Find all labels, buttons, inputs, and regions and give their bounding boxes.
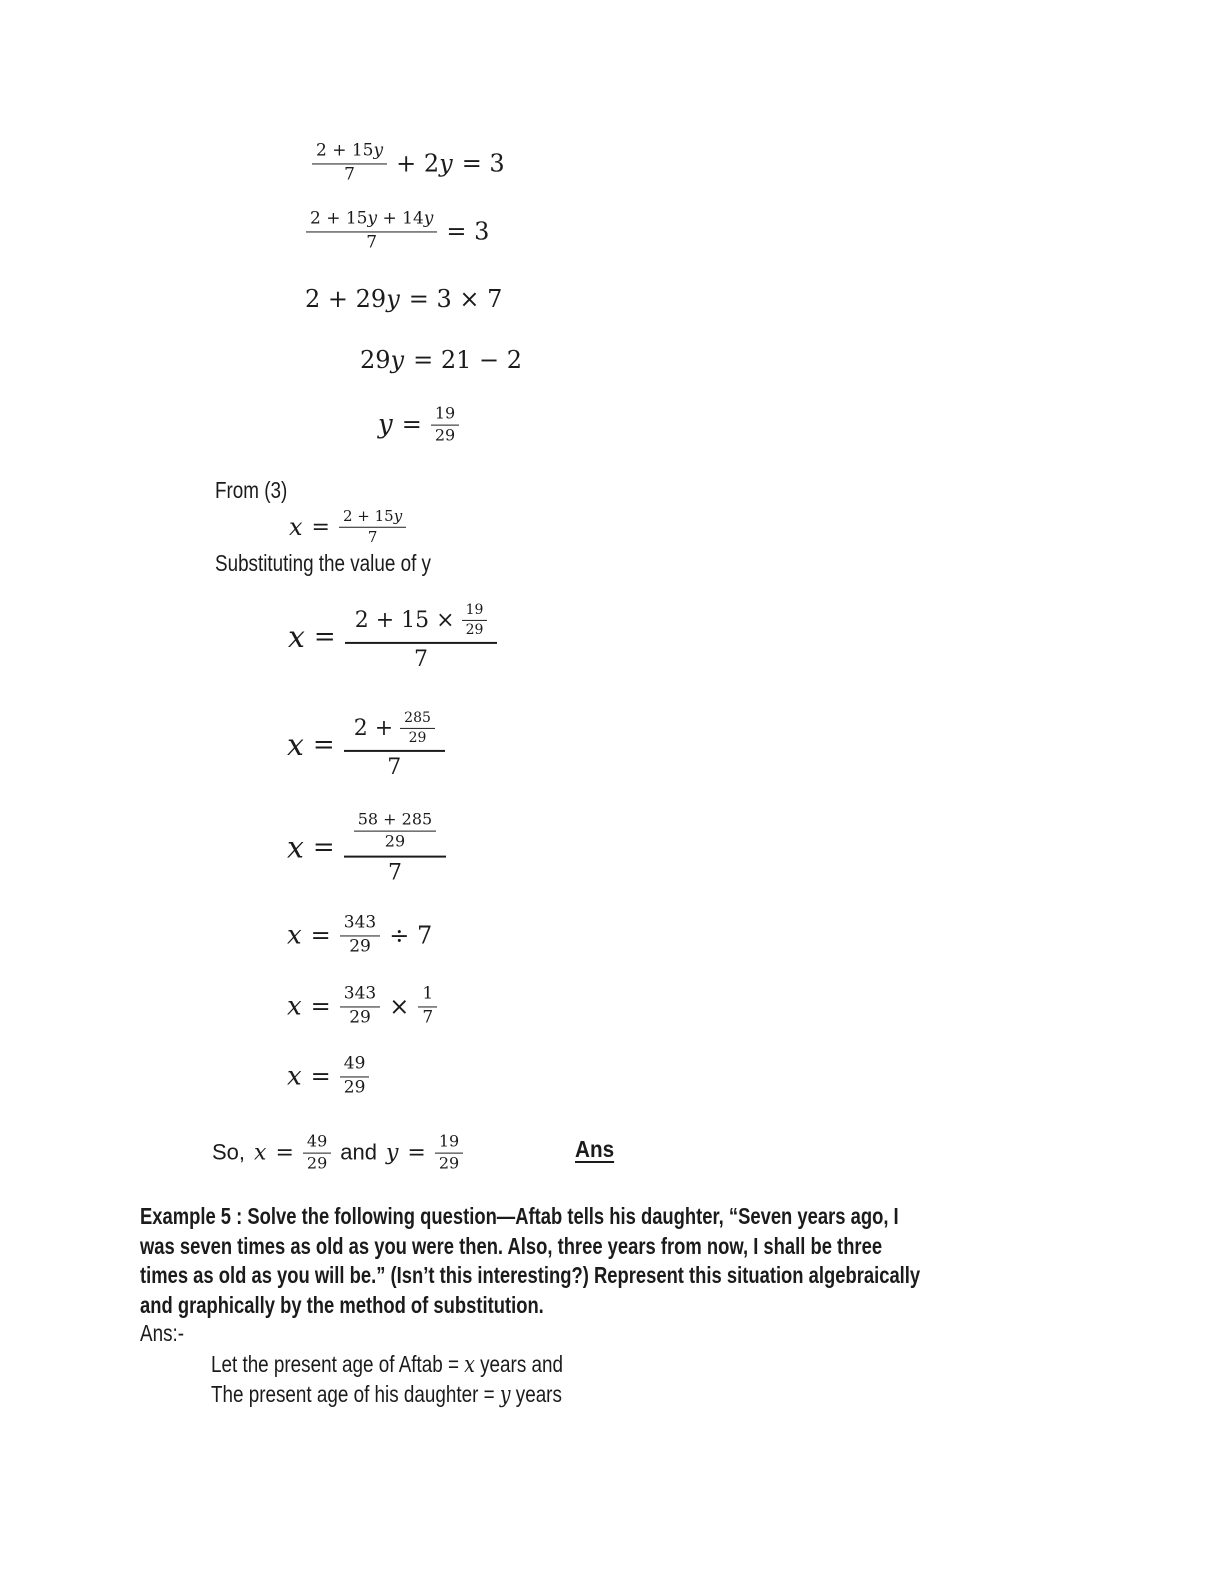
ans-label: Ans — [575, 1136, 615, 1162]
fraction — [431, 405, 459, 446]
fraction-numerator — [312, 141, 387, 164]
fraction-numerator: 19 — [431, 405, 459, 426]
fraction-numerator — [339, 508, 406, 528]
math-text — [396, 149, 453, 177]
equals-sign: = — [310, 1062, 331, 1090]
variable: y — [373, 140, 384, 161]
fraction-denominator: 29 — [434, 426, 456, 445]
variable: y — [367, 208, 378, 229]
equals-sign: = — [313, 622, 336, 652]
variable: y — [378, 410, 393, 440]
fraction-denominator: 29 — [408, 730, 427, 746]
variable: x — [287, 920, 302, 950]
equation-x-step-4 — [287, 913, 432, 956]
fraction-denominator: 7 — [344, 164, 355, 184]
fraction — [400, 710, 435, 746]
fraction-denominator: 29 — [306, 1154, 328, 1173]
equation-step-2 — [306, 209, 489, 252]
fraction-numerator: 49 — [340, 1054, 370, 1077]
fraction — [340, 913, 380, 956]
fraction-numerator: 58 + 285 — [354, 811, 436, 832]
fraction — [462, 602, 488, 638]
equation-from-3 — [289, 508, 406, 547]
conclusion-line — [212, 1133, 463, 1174]
math-text: 2 + 15 — [310, 208, 368, 229]
paragraph-line: Example 5 : Solve the following question—Aftab tells his daughter, “Seven years ago, I — [140, 1203, 899, 1229]
equation-step-5 — [378, 405, 459, 446]
fraction — [339, 508, 406, 547]
equation-x-step-2 — [287, 710, 445, 780]
variable: x — [254, 1140, 267, 1166]
math-text: 2 + 29 — [305, 285, 387, 313]
fraction-numerator — [344, 811, 446, 858]
fraction — [340, 1054, 370, 1097]
math-text: 2 + 15 × — [354, 607, 455, 633]
math-text: + 2 — [396, 149, 440, 177]
fraction-numerator: 19 — [435, 1133, 463, 1154]
aftab-age-line — [211, 1351, 563, 1378]
example5-paragraph — [140, 1202, 920, 1320]
fraction — [344, 811, 446, 886]
variable: x — [287, 1061, 302, 1091]
paragraph-line: was seven times as old as you were then. Also, three years from now, I shall be three — [140, 1232, 883, 1259]
fraction-denominator: 29 — [465, 622, 484, 638]
math-text: = 3 — [461, 149, 505, 177]
equation-step-4 — [360, 346, 522, 374]
fraction-numerator: 343 — [340, 913, 380, 936]
variable: x — [287, 991, 302, 1021]
variable: x — [287, 830, 304, 866]
math-text: = 21 − 2 — [413, 346, 523, 374]
daughter-age-line — [211, 1381, 562, 1408]
fraction-numerator: 285 — [400, 710, 435, 729]
fraction — [303, 1133, 331, 1174]
fraction-denominator: 7 — [387, 860, 402, 886]
equals-sign: = — [310, 921, 331, 949]
paragraph-line: times as old as you will be.” (Isn’t this interesting?) Represent this situation algebraically — [140, 1262, 921, 1288]
equals-sign: = — [310, 992, 331, 1020]
equation-x-step-3 — [287, 811, 446, 886]
fraction-numerator: 19 — [462, 602, 488, 621]
fraction-numerator — [345, 602, 498, 644]
fraction-denominator: 29 — [384, 832, 406, 851]
fraction-denominator: 29 — [343, 1077, 366, 1097]
variable: y — [386, 285, 400, 313]
math-text: 2 + 15 — [342, 506, 394, 525]
equals-sign: = — [275, 1140, 294, 1166]
fraction — [340, 984, 380, 1027]
fraction — [418, 984, 437, 1027]
conclusion-text: and — [340, 1140, 377, 1165]
math-text: + 14 — [377, 208, 424, 229]
equation-x-step-5 — [287, 984, 437, 1027]
fraction-denominator: 29 — [438, 1154, 460, 1173]
equals-sign: = — [312, 833, 335, 863]
line-text: years — [510, 1381, 562, 1407]
fraction-denominator: 7 — [367, 528, 378, 546]
math-text: ÷ 7 — [389, 921, 433, 949]
math-text — [360, 346, 404, 374]
fraction-numerator — [306, 209, 437, 232]
line-text: Let the present age of Aftab = — [211, 1351, 465, 1377]
variable: x — [289, 513, 303, 541]
fraction — [435, 1133, 463, 1174]
fraction-numerator — [344, 710, 445, 752]
math-text: 29 — [360, 346, 391, 374]
equation-x-step-6 — [287, 1054, 369, 1097]
equals-sign: = — [401, 411, 422, 439]
variable: y — [390, 346, 405, 374]
variable: x — [464, 1352, 475, 1378]
paragraph-line: and graphically by the method of substitution. — [140, 1291, 544, 1318]
math-text: = 3 × 7 — [408, 285, 503, 313]
fraction-denominator: 7 — [414, 647, 429, 673]
substituting-label: Substituting the value of y — [215, 550, 431, 576]
fraction-denominator: 29 — [349, 936, 371, 956]
variable: x — [287, 727, 304, 763]
multiplication-sign: × — [389, 992, 410, 1020]
variable: y — [423, 208, 434, 229]
fraction-numerator: 343 — [340, 984, 380, 1007]
line-text: The present age of his daughter = — [211, 1381, 500, 1407]
fraction-denominator: 7 — [366, 232, 378, 252]
fraction — [306, 209, 437, 252]
fraction-denominator: 7 — [387, 755, 402, 781]
math-text: 2 + 15 — [316, 140, 374, 161]
fraction-numerator: 49 — [303, 1133, 331, 1154]
equation-x-step-1 — [288, 602, 497, 672]
equation-step-3 — [305, 285, 502, 313]
fraction — [312, 141, 387, 184]
conclusion-text: So, — [212, 1140, 246, 1165]
math-text — [305, 285, 400, 313]
line-text: years and — [474, 1351, 563, 1377]
fraction-numerator: 1 — [418, 984, 437, 1007]
variable: y — [499, 1382, 511, 1408]
equals-sign: = — [312, 730, 335, 760]
from-3-label: From (3) — [215, 477, 288, 503]
fraction-denominator: 29 — [349, 1007, 371, 1027]
fraction-denominator: 7 — [422, 1007, 434, 1027]
variable: x — [288, 619, 305, 655]
equation-step-1 — [312, 141, 505, 184]
variable: y — [439, 149, 453, 177]
ans-prefix: Ans:- — [140, 1320, 185, 1346]
fraction — [344, 710, 445, 780]
equals-sign: = — [407, 1140, 426, 1166]
math-text: = 3 — [446, 217, 490, 245]
fraction — [354, 811, 436, 852]
variable: y — [393, 506, 403, 525]
fraction — [345, 602, 498, 672]
variable: y — [385, 1140, 399, 1166]
math-text: 2 + — [353, 715, 394, 741]
equals-sign: = — [311, 514, 330, 540]
